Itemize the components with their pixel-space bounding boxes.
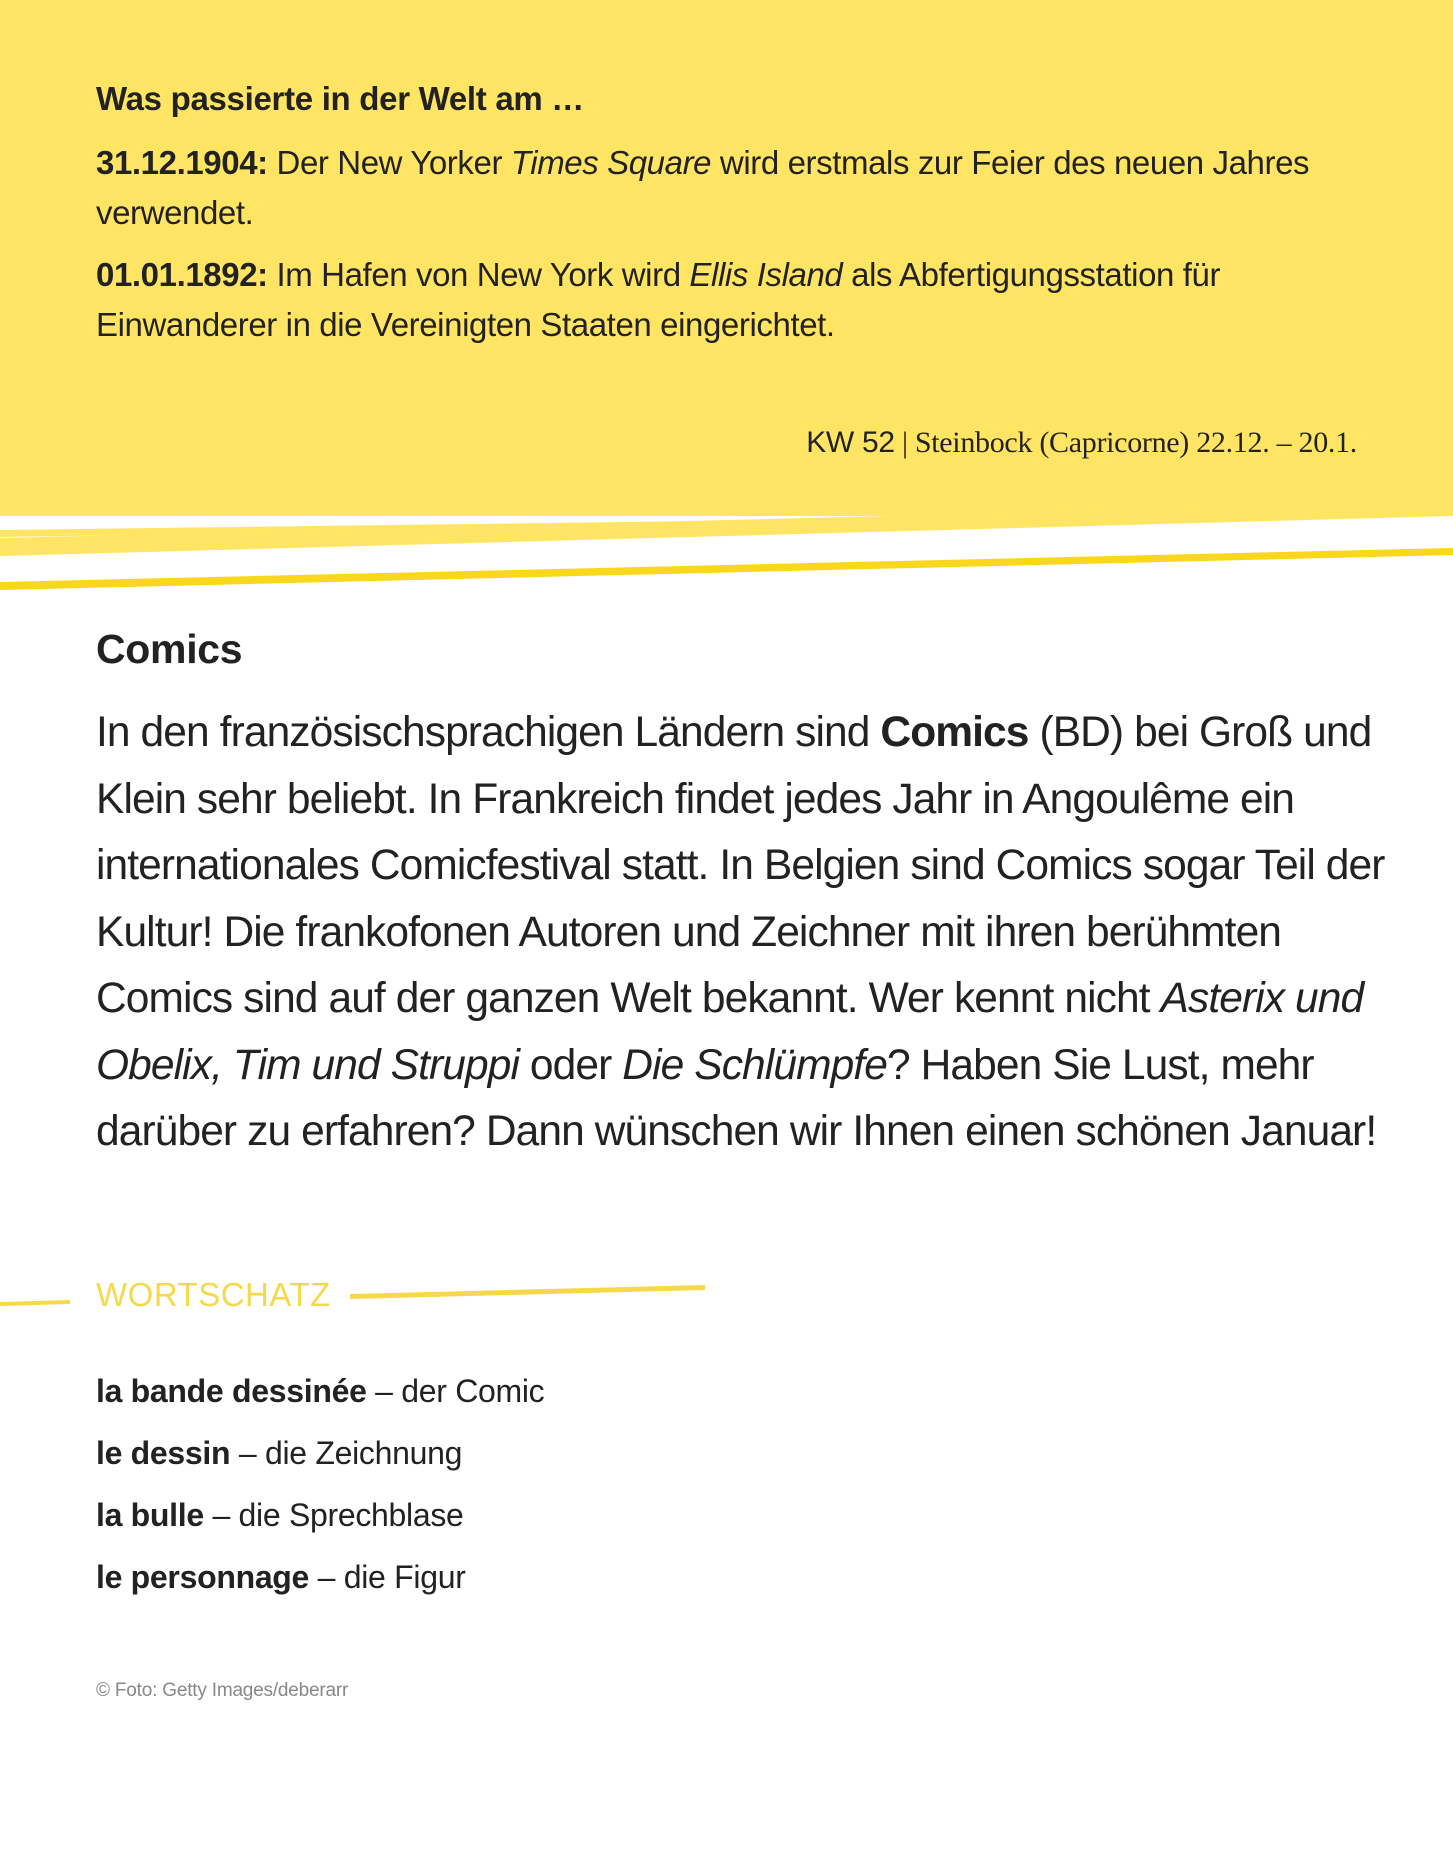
- week-info: [806, 426, 1357, 460]
- week-separator: |: [894, 426, 915, 459]
- event-text: als Abfertigungsstation für Einwanderer in die Vereinigten Staaten eingerichtet.: [96, 256, 1221, 343]
- french-term: le personnage: [96, 1559, 310, 1595]
- calendar-week: KW 52: [806, 426, 895, 459]
- vocabulary-item: [96, 1422, 544, 1484]
- vocabulary-item: [96, 1360, 544, 1422]
- term-separator: –: [366, 1373, 402, 1409]
- body-italic-titles: Asterix und Obelix, Tim und Struppi: [96, 975, 1364, 1089]
- french-term: le dessin: [96, 1435, 231, 1471]
- event-date-colon: :: [257, 144, 268, 181]
- german-translation: die Zeichnung: [264, 1435, 463, 1471]
- body-text: In den französischsprachigen Ländern sind: [96, 709, 881, 756]
- body-text: (BD) bei Groß und Klein sehr beliebt. In Frankreich findet jedes Jahr in Angoulême ein internationales Comicfestival statt. In Belgien sind Comics sogar Teil der Kultur! Die frankofonen Autoren und Zeichner mit ihren berühmten Comics sind auf der ganzen Welt bekannt. Wer kennt nicht: [96, 709, 1385, 1022]
- term-separator: –: [309, 1559, 344, 1595]
- french-term: la bande dessinée: [96, 1373, 367, 1409]
- event-text: wird erstmals zur Feier des neuen Jahres verwendet.: [96, 144, 1310, 231]
- french-term: la bulle: [96, 1497, 204, 1533]
- term-separator: –: [203, 1497, 239, 1533]
- event-date: 31.12.1904: [96, 144, 258, 181]
- zodiac-sign: Steinbock (Capricorne) 22.12. – 20.1.: [914, 426, 1357, 459]
- history-event: [96, 138, 1346, 238]
- history-event: [96, 250, 1346, 350]
- decorative-stripes: [0, 500, 1453, 600]
- term-separator: –: [230, 1435, 265, 1471]
- german-translation: die Figur: [343, 1559, 466, 1595]
- body-italic-title: Die Schlümpfe: [622, 1041, 887, 1089]
- body-text: ? Haben Sie Lust, mehr darüber zu erfahren? Dann wünschen wir Ihnen einen schönen Januar!: [96, 1041, 1377, 1155]
- article-body: [96, 700, 1386, 1166]
- german-translation: der Comic: [401, 1373, 545, 1409]
- history-heading: Was passierte in der Welt am …: [96, 80, 584, 117]
- vocabulary-item: [96, 1484, 544, 1546]
- vocabulary-item: [96, 1546, 544, 1608]
- body-text: oder: [519, 1041, 623, 1089]
- event-text: Der New Yorker: [267, 144, 511, 181]
- article-title: Comics: [96, 626, 243, 672]
- event-date: 01.01.1892: [96, 256, 258, 293]
- german-translation: die Sprechblase: [238, 1497, 464, 1533]
- vocabulary-list: [96, 1360, 544, 1608]
- photo-credit: © Foto: Getty Images/deberarr: [96, 1680, 349, 1701]
- event-italic-place: Times Square: [510, 144, 712, 181]
- vocabulary-label: WORTSCHATZ: [96, 1276, 331, 1313]
- event-italic-place: Ellis Island: [689, 256, 843, 293]
- event-date-colon: :: [257, 256, 268, 293]
- body-bold-term: Comics: [880, 709, 1029, 756]
- event-text: Im Hafen von New York wird: [267, 256, 690, 293]
